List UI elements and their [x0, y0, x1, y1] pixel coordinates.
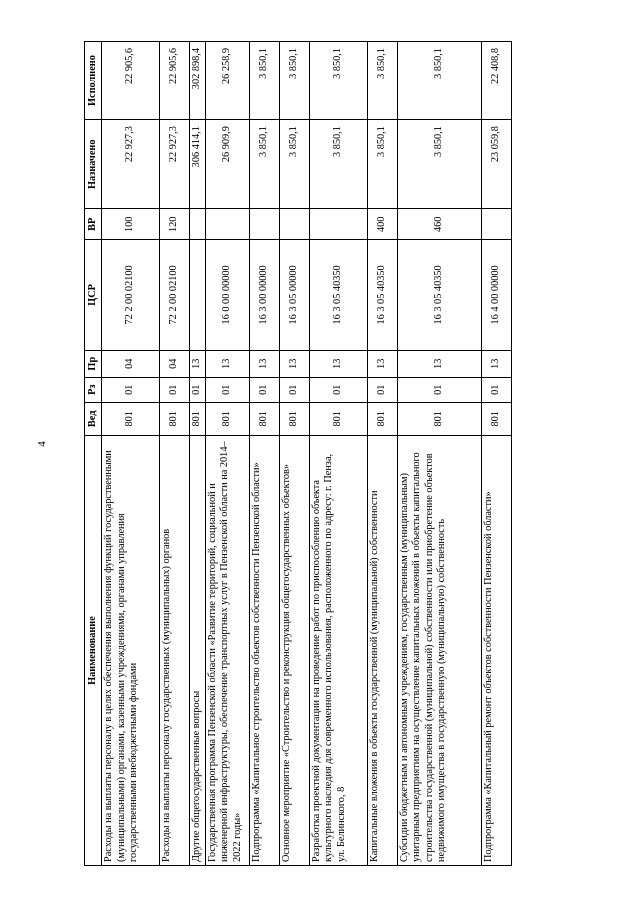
cell-csr: 16 4 00 00000 [481, 240, 511, 350]
cell-csr [190, 240, 206, 350]
cell-csr: 16 3 05 40350 [397, 240, 481, 350]
table-row [481, 42, 511, 866]
cell-pr: 13 [309, 350, 367, 377]
table-row [205, 42, 249, 866]
cell-ved: 801 [249, 402, 279, 435]
header-rz: Рз [85, 377, 102, 402]
cell-vr: 400 [367, 209, 397, 240]
cell-pr: 13 [367, 350, 397, 377]
cell-ved: 801 [190, 402, 206, 435]
table-row [279, 42, 309, 866]
cell-rz: 01 [481, 377, 511, 402]
cell-pr: 13 [205, 350, 249, 377]
cell-name: Подпрограмма «Капитальное строительство объектов собственности Пензенской области» [249, 436, 279, 866]
cell-assigned: 26 909,9 [205, 120, 249, 209]
cell-ved: 801 [481, 402, 511, 435]
table-row [190, 42, 206, 866]
cell-vr [309, 209, 367, 240]
cell-vr: 460 [397, 209, 481, 240]
cell-executed: 3 850,1 [367, 42, 397, 120]
cell-rz: 01 [102, 377, 160, 402]
cell-ved: 801 [205, 402, 249, 435]
cell-pr: 13 [249, 350, 279, 377]
cell-executed: 302 898,4 [190, 42, 206, 120]
cell-name: Субсидии бюджетным и автономным учреждениям, государственным (муниципальным) унитарным предприятиям на осуществление капитальных вложений в объекты капитального строительства государственной (муниципальной) собственности или приобретение объектов недвижимого имущества в государственную (муниципальную) собственность [397, 436, 481, 866]
cell-csr: 72 2 00 02100 [102, 240, 160, 350]
cell-rz: 01 [249, 377, 279, 402]
budget-table-container [84, 41, 624, 866]
header-vr: ВР [85, 209, 102, 240]
cell-pr: 13 [397, 350, 481, 377]
cell-csr: 16 3 00 00000 [249, 240, 279, 350]
cell-executed: 3 850,1 [397, 42, 481, 120]
cell-ved: 801 [279, 402, 309, 435]
table-row [367, 42, 397, 866]
cell-assigned: 22 927,3 [102, 120, 160, 209]
cell-ved: 801 [160, 402, 190, 435]
cell-name: Подпрограмма «Капитальный ремонт объектов собственности Пензенской области» [481, 436, 511, 866]
cell-assigned: 23 059,8 [481, 120, 511, 209]
cell-vr: 100 [102, 209, 160, 240]
cell-ved: 801 [309, 402, 367, 435]
cell-rz: 01 [309, 377, 367, 402]
header-row [85, 42, 102, 866]
cell-rz: 01 [205, 377, 249, 402]
cell-name: Расходы на выплаты персоналу в целях обеспечения выполнения функций государственными (муниципальными) органами, казенными учреждениями, органами управления государственными внебюджетными фондами [102, 436, 160, 866]
header-executed: Исполнено [85, 42, 102, 120]
cell-pr: 13 [279, 350, 309, 377]
cell-pr: 04 [102, 350, 160, 377]
cell-vr: 120 [160, 209, 190, 240]
cell-name: Разработка проектной документации на проведение работ по приспособлению объекта культурного наследия для современного использования, расположенного по адресу: г. Пенза, ул. Белинского, 8 [309, 436, 367, 866]
budget-table [84, 41, 512, 866]
header-ved: Вед [85, 402, 102, 435]
table-row [102, 42, 160, 866]
cell-assigned: 22 927,3 [160, 120, 190, 209]
cell-csr: 16 3 05 00000 [279, 240, 309, 350]
table-row [160, 42, 190, 866]
cell-vr [190, 209, 206, 240]
cell-rz: 01 [279, 377, 309, 402]
cell-rz: 01 [190, 377, 206, 402]
header-assigned: Назначено [85, 120, 102, 209]
cell-executed: 22 905,6 [160, 42, 190, 120]
cell-csr: 16 3 05 40350 [367, 240, 397, 350]
cell-ved: 801 [102, 402, 160, 435]
cell-name: Капитальные вложения в объекты государственной (муниципальной) собственности [367, 436, 397, 866]
cell-rz: 01 [160, 377, 190, 402]
cell-assigned: 3 850,1 [279, 120, 309, 209]
cell-executed: 3 850,1 [249, 42, 279, 120]
cell-assigned: 3 850,1 [309, 120, 367, 209]
cell-csr: 16 0 00 00000 [205, 240, 249, 350]
page-number: 4 [36, 441, 48, 447]
cell-name: Расходы на выплаты персоналу государственных (муниципальных) органов [160, 436, 190, 866]
cell-executed: 3 850,1 [279, 42, 309, 120]
cell-assigned: 3 850,1 [397, 120, 481, 209]
table-row [309, 42, 367, 866]
cell-pr: 13 [190, 350, 206, 377]
cell-assigned: 3 850,1 [367, 120, 397, 209]
cell-pr: 04 [160, 350, 190, 377]
cell-pr: 13 [481, 350, 511, 377]
cell-executed: 22 905,6 [102, 42, 160, 120]
cell-vr [249, 209, 279, 240]
cell-ved: 801 [397, 402, 481, 435]
header-name: Наименование [85, 436, 102, 866]
cell-name: Государственная программа Пензенской области «Развитие территорий, социальной и инженерной инфраструктуры, обеспечение транспортных услуг в Пензенской области на 2014–2022 годы» [205, 436, 249, 866]
cell-assigned: 3 850,1 [249, 120, 279, 209]
cell-name: Основное мероприятие «Строительство и реконструкция общегосударственных объектов» [279, 436, 309, 866]
cell-csr: 16 3 05 40350 [309, 240, 367, 350]
cell-rz: 01 [397, 377, 481, 402]
header-csr: ЦСР [85, 240, 102, 350]
cell-ved: 801 [367, 402, 397, 435]
cell-vr [205, 209, 249, 240]
cell-executed: 3 850,1 [309, 42, 367, 120]
cell-rz: 01 [367, 377, 397, 402]
cell-vr [481, 209, 511, 240]
cell-name: Другие общегосударственные вопросы [190, 436, 206, 866]
cell-executed: 26 258,9 [205, 42, 249, 120]
table-row [397, 42, 481, 866]
cell-assigned: 306 414,1 [190, 120, 206, 209]
table-row [249, 42, 279, 866]
cell-executed: 22 408,8 [481, 42, 511, 120]
cell-vr [279, 209, 309, 240]
cell-csr: 72 2 00 02100 [160, 240, 190, 350]
header-pr: Пр [85, 350, 102, 377]
